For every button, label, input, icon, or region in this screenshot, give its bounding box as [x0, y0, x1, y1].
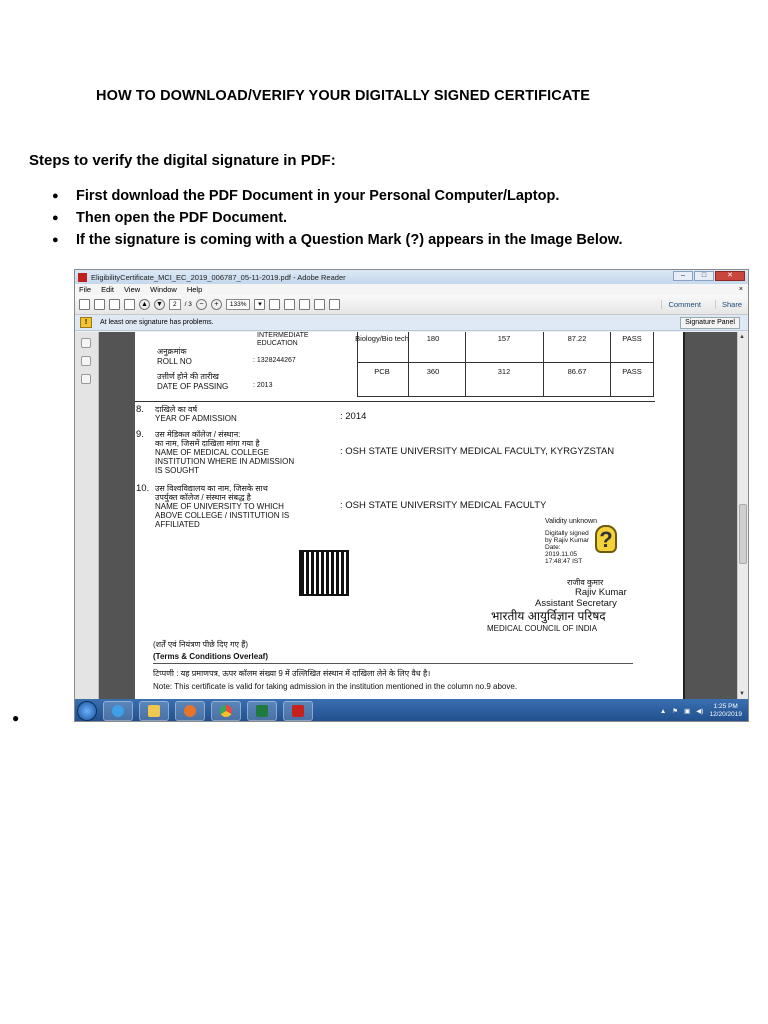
roll-label-hindi: अनुक्रमांक [157, 347, 187, 356]
bullet-icon: ● [52, 190, 59, 202]
attachment-icon[interactable] [81, 356, 91, 366]
council-name: MEDICAL COUNCIL OF INDIA [487, 624, 598, 633]
signer-title: Assistant Secretary [535, 598, 617, 609]
menu-help[interactable]: Help [186, 285, 203, 294]
taskbar-app[interactable] [103, 701, 133, 721]
internet-explorer-icon [112, 705, 124, 717]
windows-taskbar [75, 699, 748, 722]
signature-message-bar [75, 315, 748, 331]
item9-value: : OSH STATE UNIVERSITY MEDICAL FACULTY, KYRGYZSTAN [340, 446, 615, 457]
passing-value: : 2013 [253, 382, 273, 389]
system-clock[interactable] [709, 703, 742, 719]
note-text: Note: This certificate is valid for taking admission in the institution mentioned in the column no.9 above. [153, 682, 518, 691]
item9-label-hindi: उस मेडिकल कॉलेज / संस्थान: [155, 430, 241, 439]
highlight-icon[interactable] [314, 299, 325, 310]
step-item [52, 229, 623, 251]
system-tray [660, 699, 742, 722]
taskbar-app[interactable] [283, 701, 313, 721]
item10-number: 10. [136, 483, 150, 494]
start-button[interactable] [77, 701, 97, 721]
menu-window[interactable]: Window [150, 285, 177, 294]
cell-subject: PCB [374, 367, 390, 376]
item9-number: 9. [136, 429, 144, 440]
item9-label-hindi: का नाम, जिसमें दाखिला मांगा गया है [155, 439, 260, 448]
window-title: EligibilityCertificate_MCI_EC_2019_006787_05-11-2019.pdf - Adobe Reader [91, 272, 346, 282]
step-text: Then open the PDF Document. [76, 210, 288, 226]
scroll-thumb[interactable] [739, 504, 747, 564]
cell-result: PASS [622, 367, 642, 376]
close-icon[interactable]: ✕ [715, 271, 745, 281]
qr-code [299, 550, 349, 596]
roll-value: : 1328244267 [253, 357, 296, 364]
terms-label: (Terms & Conditions Overleaf) [153, 652, 268, 661]
taskbar-app[interactable] [175, 701, 205, 721]
steps-heading: Steps to verify the digital signature in PDF: [29, 152, 336, 169]
window-titlebar [75, 270, 748, 284]
page-up-icon[interactable]: ▲ [139, 299, 150, 310]
menu-view[interactable]: View [124, 285, 141, 294]
council-name-hindi: भारतीय आयुर्विज्ञान परिषद [491, 609, 606, 623]
zoom-dropdown-icon[interactable]: ▾ [254, 299, 265, 310]
zoom-in-icon[interactable]: + [211, 299, 222, 310]
cell-result: PASS [622, 334, 642, 343]
validity-status: Validity unknown [545, 518, 598, 525]
passing-label: DATE OF PASSING [157, 382, 229, 391]
comment-button[interactable]: Comment [661, 300, 701, 309]
note-hindi: टिप्पणी : यह प्रमाणपत्र, ऊपर कॉलम संख्या 9 में उल्लिखित संस्थान में दाखिला लेने के लिए वैध है। [153, 669, 431, 678]
fit-width-icon[interactable] [284, 299, 295, 310]
exam-label: INTERMEDIATE EDUCATION [257, 332, 309, 347]
item10-label: NAME OF UNIVERSITY TO WHICH ABOVE COLLEGE / INSTITUTION IS AFFILIATED [155, 502, 290, 529]
taskbar-app[interactable] [211, 701, 241, 721]
signer-name-hindi: राजीव कुमार [567, 578, 604, 587]
pages-icon[interactable] [81, 338, 91, 348]
expand-icon[interactable] [329, 299, 340, 310]
signature-message: At least one signature has problems. [100, 319, 214, 326]
cell-obtained: 157 [497, 334, 511, 343]
item10-value: : OSH STATE UNIVERSITY MEDICAL FACULTY [340, 500, 547, 511]
flag-icon[interactable]: ⚑ [672, 708, 679, 715]
menu-edit[interactable]: Edit [101, 285, 115, 294]
signature-icon[interactable] [81, 374, 91, 384]
cell-percent: 87.22 [567, 334, 587, 343]
step-item [52, 185, 623, 207]
adobe-reader-icon [78, 273, 87, 282]
steps-list [52, 185, 623, 251]
zoom-field[interactable]: 133% [226, 299, 251, 310]
reader-toolbar [75, 295, 748, 315]
roll-label: ROLL NO [157, 357, 192, 366]
step-text: If the signature is coming with a Question Mark (?) appears in the Image Below. [76, 232, 623, 248]
menu-file[interactable]: File [79, 285, 92, 294]
maximize-icon[interactable]: □ [694, 271, 714, 281]
page-down-icon[interactable]: ▼ [154, 299, 165, 310]
navigation-pane [75, 332, 99, 699]
item9-label: NAME OF MEDICAL COLLEGE INSTITUTION WHERE IN ADMISSION IS SOUGHT [155, 448, 295, 475]
scroll-down-icon[interactable]: ▼ [739, 691, 745, 697]
document-title: HOW TO DOWNLOAD/VERIFY YOUR DIGITALLY SIGNED CERTIFICATE [96, 88, 591, 104]
document-viewer [75, 332, 748, 699]
digital-signature-text: Digitally signed by Rajiv Kumar Date: 2019.11.05 17:48:47 IST [545, 530, 590, 565]
print-icon[interactable] [109, 299, 120, 310]
item10-label-hindi: उस विश्वविद्यालय का नाम, जिसके साथ [155, 484, 268, 493]
cell-max: 180 [426, 334, 440, 343]
warning-icon: ! [80, 317, 92, 328]
certificate-page [135, 332, 685, 699]
close-document-icon[interactable]: × [738, 286, 743, 293]
toolbar-right [661, 300, 742, 309]
embedded-screenshot [74, 269, 749, 722]
zoom-out-icon[interactable]: − [196, 299, 207, 310]
terms-hindi: (शर्तें एवं नियंत्रण पीछे दिए गए हैं) [153, 640, 249, 649]
cell-percent: 86.67 [567, 367, 587, 376]
menu-bar [75, 284, 748, 295]
share-button[interactable]: Share [715, 300, 742, 309]
save-icon[interactable] [94, 299, 105, 310]
create-pdf-icon[interactable] [79, 299, 90, 310]
network-icon[interactable]: ▣ [684, 708, 691, 715]
step-text: First download the PDF Document in your Personal Computer/Laptop. [76, 188, 560, 204]
clock-time: 1:25 PM [713, 703, 738, 710]
volume-icon[interactable]: ◀) [696, 708, 704, 715]
cell-max: 360 [426, 367, 440, 376]
email-icon[interactable] [124, 299, 135, 310]
item8-label: YEAR OF ADMISSION [155, 414, 237, 423]
item8-value: : 2014 [340, 411, 367, 422]
bullet-icon: ● [52, 212, 59, 224]
passing-label-hindi: उत्तीर्ण होने की तारीख [157, 372, 219, 381]
cell-subject: Biology/Bio tech [355, 334, 409, 343]
excel-icon [256, 705, 268, 717]
item10-label-hindi: उपर्युक्त कॉलेज / संस्थान संबद्ध है [155, 493, 251, 502]
page-number-field[interactable]: 2 [169, 299, 181, 310]
clock-date: 12/20/2019 [709, 711, 742, 718]
folder-icon [148, 705, 160, 717]
vertical-scrollbar[interactable] [737, 332, 748, 699]
page-total: / 3 [184, 301, 192, 308]
chrome-icon [220, 705, 232, 717]
bullet-icon: ● [52, 234, 59, 246]
comment-bubble-icon[interactable] [299, 299, 310, 310]
scroll-up-icon[interactable]: ▲ [739, 334, 745, 340]
question-mark-icon: ? [595, 525, 617, 553]
step-item [52, 207, 623, 229]
minimize-icon[interactable]: – [673, 271, 693, 281]
item8-number: 8. [136, 404, 144, 415]
acrobat-icon [292, 705, 304, 717]
media-player-icon [184, 705, 196, 717]
signer-name: Rajiv Kumar [575, 587, 627, 598]
taskbar-app[interactable] [139, 701, 169, 721]
taskbar-app[interactable] [247, 701, 277, 721]
cell-obtained: 312 [497, 367, 511, 376]
signature-panel-button[interactable]: Signature Panel [680, 317, 740, 329]
fit-page-icon[interactable] [269, 299, 280, 310]
item8-label-hindi: दाखिले का वर्ष [155, 405, 198, 414]
tray-expand-icon[interactable]: ▲ [659, 707, 667, 715]
bullet-icon: ● [12, 711, 20, 725]
window-controls [673, 271, 745, 281]
